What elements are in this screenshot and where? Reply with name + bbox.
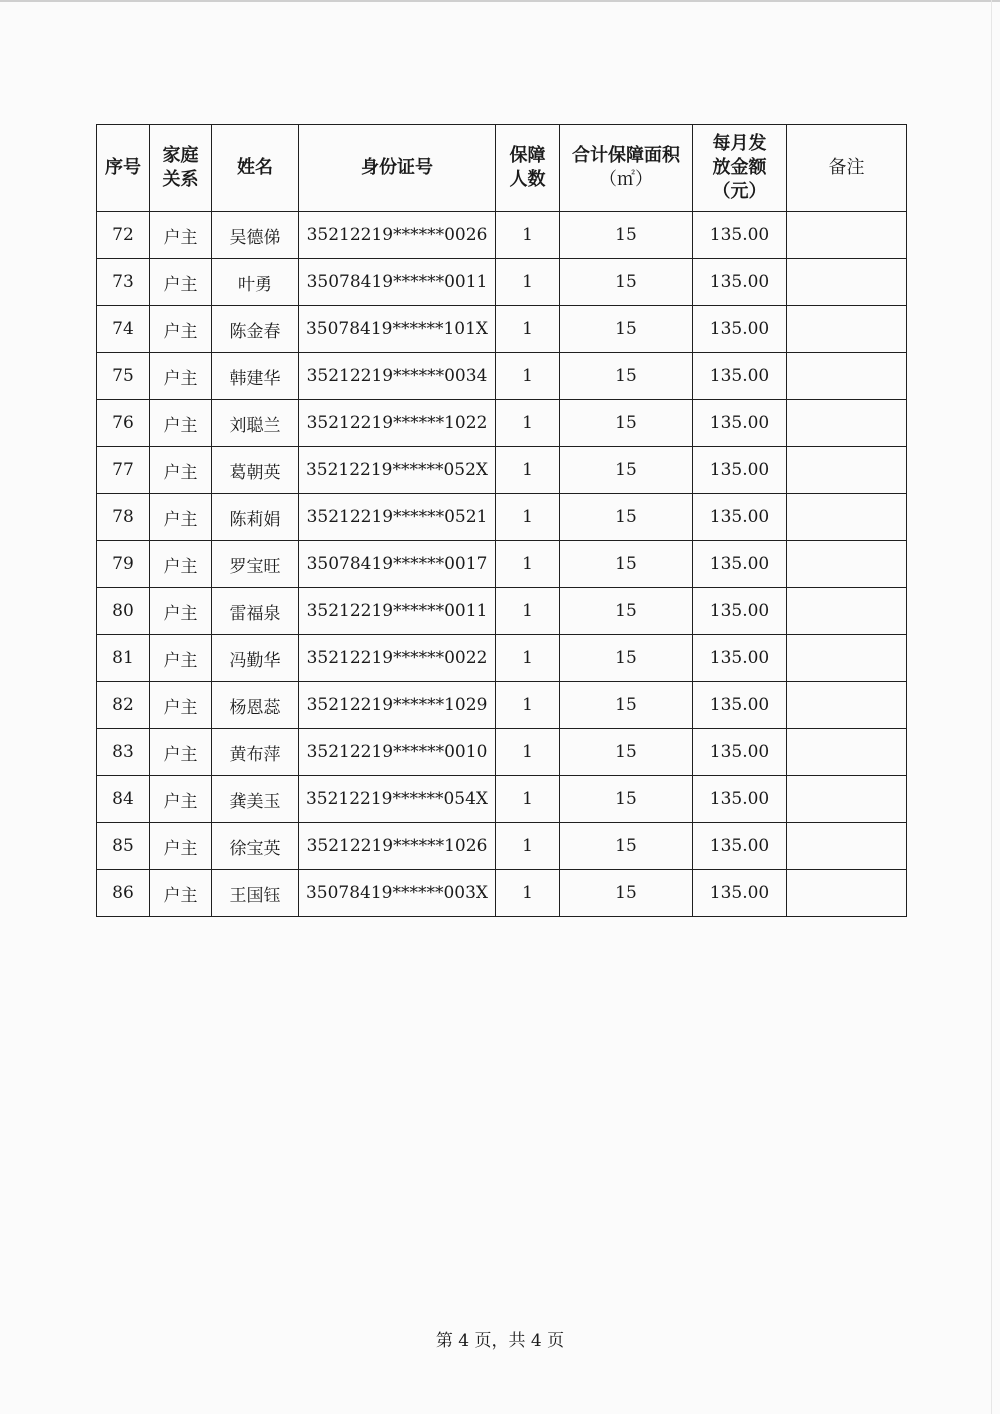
cell-count: 1 [496,682,560,729]
cell-count: 1 [496,353,560,400]
cell-count: 1 [496,494,560,541]
cell-area: 15 [560,259,693,306]
cell-amount: 135.00 [693,870,787,917]
header-id: 身份证号 [299,125,496,212]
cell-note [787,870,907,917]
cell-name: 韩建华 [212,353,299,400]
cell-relation: 户主 [150,353,212,400]
cell-relation: 户主 [150,776,212,823]
cell-seq: 77 [97,447,150,494]
table-row [97,541,907,588]
cell-amount: 135.00 [693,494,787,541]
table-row [97,212,907,259]
table-row [97,259,907,306]
cell-area: 15 [560,541,693,588]
cell-id: 35212219******0010 [299,729,496,776]
cell-id: 35078419******101X [299,306,496,353]
cell-count: 1 [496,776,560,823]
cell-count: 1 [496,259,560,306]
cell-relation: 户主 [150,729,212,776]
cell-relation: 户主 [150,400,212,447]
cell-note [787,635,907,682]
cell-name: 陈金春 [212,306,299,353]
cell-relation: 户主 [150,494,212,541]
cell-seq: 86 [97,870,150,917]
cell-note [787,306,907,353]
table-row [97,635,907,682]
cell-count: 1 [496,870,560,917]
cell-count: 1 [496,447,560,494]
cell-id: 35212219******0034 [299,353,496,400]
cell-note [787,729,907,776]
cell-name: 黄布萍 [212,729,299,776]
cell-seq: 81 [97,635,150,682]
cell-name: 杨恩蕊 [212,682,299,729]
cell-amount: 135.00 [693,212,787,259]
cell-note [787,541,907,588]
table-row [97,588,907,635]
header-relation: 家庭 关系 [150,125,212,212]
cell-relation: 户主 [150,635,212,682]
cell-count: 1 [496,212,560,259]
cell-note [787,353,907,400]
cell-seq: 76 [97,400,150,447]
cell-id: 35212219******0521 [299,494,496,541]
cell-seq: 84 [97,776,150,823]
cell-name: 龚美玉 [212,776,299,823]
cell-area: 15 [560,212,693,259]
header-name: 姓名 [212,125,299,212]
cell-id: 35212219******0011 [299,588,496,635]
table-row [97,823,907,870]
cell-note [787,494,907,541]
cell-note [787,682,907,729]
cell-count: 1 [496,588,560,635]
cell-count: 1 [496,635,560,682]
cell-amount: 135.00 [693,776,787,823]
table-row [97,400,907,447]
cell-amount: 135.00 [693,588,787,635]
page-number: 第 4 页，共 4 页 [435,1331,565,1351]
table-row [97,682,907,729]
cell-area: 15 [560,400,693,447]
cell-id: 35212219******0022 [299,635,496,682]
cell-amount: 135.00 [693,823,787,870]
cell-id: 35078419******003X [299,870,496,917]
cell-note [787,447,907,494]
cell-area: 15 [560,447,693,494]
header-area: 合计保障面积 （㎡） [560,125,693,212]
cell-name: 刘聪兰 [212,400,299,447]
cell-seq: 72 [97,212,150,259]
cell-amount: 135.00 [693,729,787,776]
cell-name: 陈莉娟 [212,494,299,541]
cell-relation: 户主 [150,588,212,635]
cell-note [787,823,907,870]
cell-area: 15 [560,588,693,635]
cell-seq: 85 [97,823,150,870]
table-row [97,306,907,353]
page-right-edge [991,0,992,1414]
cell-note [787,212,907,259]
cell-id: 35212219******054X [299,776,496,823]
table-header-row [97,125,907,212]
cell-relation: 户主 [150,212,212,259]
cell-area: 15 [560,682,693,729]
cell-area: 15 [560,494,693,541]
table-row [97,447,907,494]
cell-relation: 户主 [150,823,212,870]
cell-seq: 74 [97,306,150,353]
cell-id: 35212219******1026 [299,823,496,870]
cell-name: 徐宝英 [212,823,299,870]
cell-count: 1 [496,729,560,776]
cell-name: 冯勤华 [212,635,299,682]
header-seq: 序号 [97,125,150,212]
cell-seq: 75 [97,353,150,400]
cell-seq: 73 [97,259,150,306]
cell-area: 15 [560,353,693,400]
cell-count: 1 [496,306,560,353]
cell-note [787,259,907,306]
cell-seq: 78 [97,494,150,541]
cell-area: 15 [560,729,693,776]
table-row [97,870,907,917]
cell-name: 吴德俤 [212,212,299,259]
header-count: 保障 人数 [496,125,560,212]
subsidy-table [96,124,907,917]
header-amount: 每月发 放金额 （元） [693,125,787,212]
cell-seq: 82 [97,682,150,729]
cell-id: 35212219******1022 [299,400,496,447]
cell-amount: 135.00 [693,447,787,494]
cell-count: 1 [496,400,560,447]
table-row [97,353,907,400]
cell-amount: 135.00 [693,682,787,729]
cell-name: 葛朝英 [212,447,299,494]
cell-relation: 户主 [150,541,212,588]
cell-amount: 135.00 [693,259,787,306]
cell-note [787,588,907,635]
cell-name: 王国钰 [212,870,299,917]
header-note: 备注 [787,125,907,212]
cell-amount: 135.00 [693,635,787,682]
table-row [97,776,907,823]
cell-id: 35212219******052X [299,447,496,494]
cell-name: 叶勇 [212,259,299,306]
cell-amount: 135.00 [693,400,787,447]
cell-id: 35212219******0026 [299,212,496,259]
cell-amount: 135.00 [693,306,787,353]
cell-name: 雷福泉 [212,588,299,635]
cell-area: 15 [560,306,693,353]
table-row [97,494,907,541]
cell-area: 15 [560,635,693,682]
cell-seq: 80 [97,588,150,635]
cell-relation: 户主 [150,682,212,729]
cell-seq: 79 [97,541,150,588]
cell-note [787,400,907,447]
cell-note [787,776,907,823]
cell-amount: 135.00 [693,353,787,400]
cell-relation: 户主 [150,870,212,917]
page-top-edge [0,0,1000,2]
cell-id: 35212219******1029 [299,682,496,729]
cell-id: 35078419******0017 [299,541,496,588]
cell-relation: 户主 [150,259,212,306]
cell-count: 1 [496,541,560,588]
cell-area: 15 [560,823,693,870]
cell-seq: 83 [97,729,150,776]
cell-relation: 户主 [150,306,212,353]
cell-area: 15 [560,870,693,917]
cell-count: 1 [496,823,560,870]
cell-relation: 户主 [150,447,212,494]
cell-amount: 135.00 [693,541,787,588]
table-row [97,729,907,776]
cell-area: 15 [560,776,693,823]
cell-id: 35078419******0011 [299,259,496,306]
cell-name: 罗宝旺 [212,541,299,588]
